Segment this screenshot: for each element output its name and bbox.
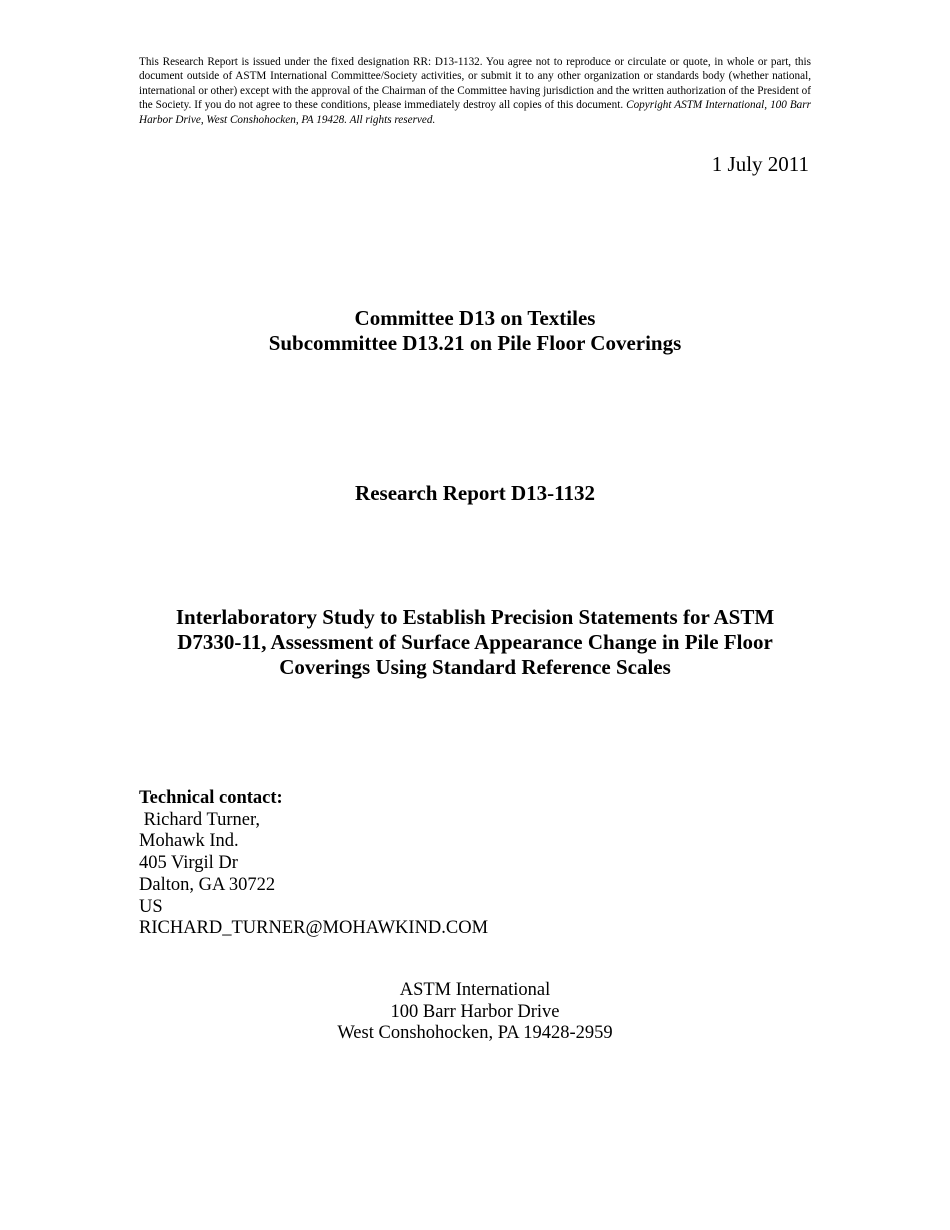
contact-company: Mohawk Ind. bbox=[139, 831, 239, 852]
copyright-notice bbox=[139, 55, 811, 127]
study-title bbox=[0, 605, 950, 680]
report-number: Research Report D13-1132 bbox=[355, 481, 595, 505]
astm-address bbox=[0, 980, 950, 1045]
astm-city: West Conshohocken, PA 19428-2959 bbox=[337, 1023, 613, 1043]
astm-name: ASTM International bbox=[399, 980, 551, 1000]
copyright-line: Copyright ASTM International, 100 Barr Harbor Drive, West Conshohocken, PA 19428. All rights reserved. bbox=[139, 99, 811, 126]
report-date: 1 July 2011 bbox=[711, 152, 809, 176]
subcommittee-name: Subcommittee D13.21 on Pile Floor Coverings bbox=[268, 331, 682, 355]
contact-city: Dalton, GA 30722 bbox=[139, 874, 276, 895]
contact-country: US bbox=[139, 896, 163, 917]
study-title-line-2: D7330-11, Assessment of Surface Appearance Change in Pile Floor bbox=[177, 630, 773, 654]
study-title-line-3: Coverings Using Standard Reference Scales bbox=[279, 655, 671, 679]
astm-street: 100 Barr Harbor Drive bbox=[390, 1001, 560, 1022]
contact-street: 405 Virgil Dr bbox=[139, 853, 238, 874]
notice-text: This Research Report is issued under the fixed designation RR: D13-1132. You agree not to reproduce or circulate or quote, in whole or part, this document outside of ASTM International Committee/Society activities, or submit it to any other organization or standards body (whether national, international or other) except with the approval of the Chairman of the Committee having jurisdiction and the written authorization of the President of the Society. If you do not agree to these conditions, please immediately destroy all copies of this document. bbox=[139, 56, 811, 112]
contact-name: Richard Turner, bbox=[139, 809, 261, 830]
contact-label: Technical contact: bbox=[139, 788, 283, 808]
committee-name: Committee D13 on Textiles bbox=[354, 306, 596, 330]
technical-contact bbox=[139, 788, 488, 940]
committee-heading bbox=[0, 306, 950, 356]
contact-email: RICHARD_TURNER@MOHAWKIND.COM bbox=[139, 918, 489, 939]
study-title-line-1: Interlaboratory Study to Establish Precision Statements for ASTM bbox=[175, 605, 775, 629]
